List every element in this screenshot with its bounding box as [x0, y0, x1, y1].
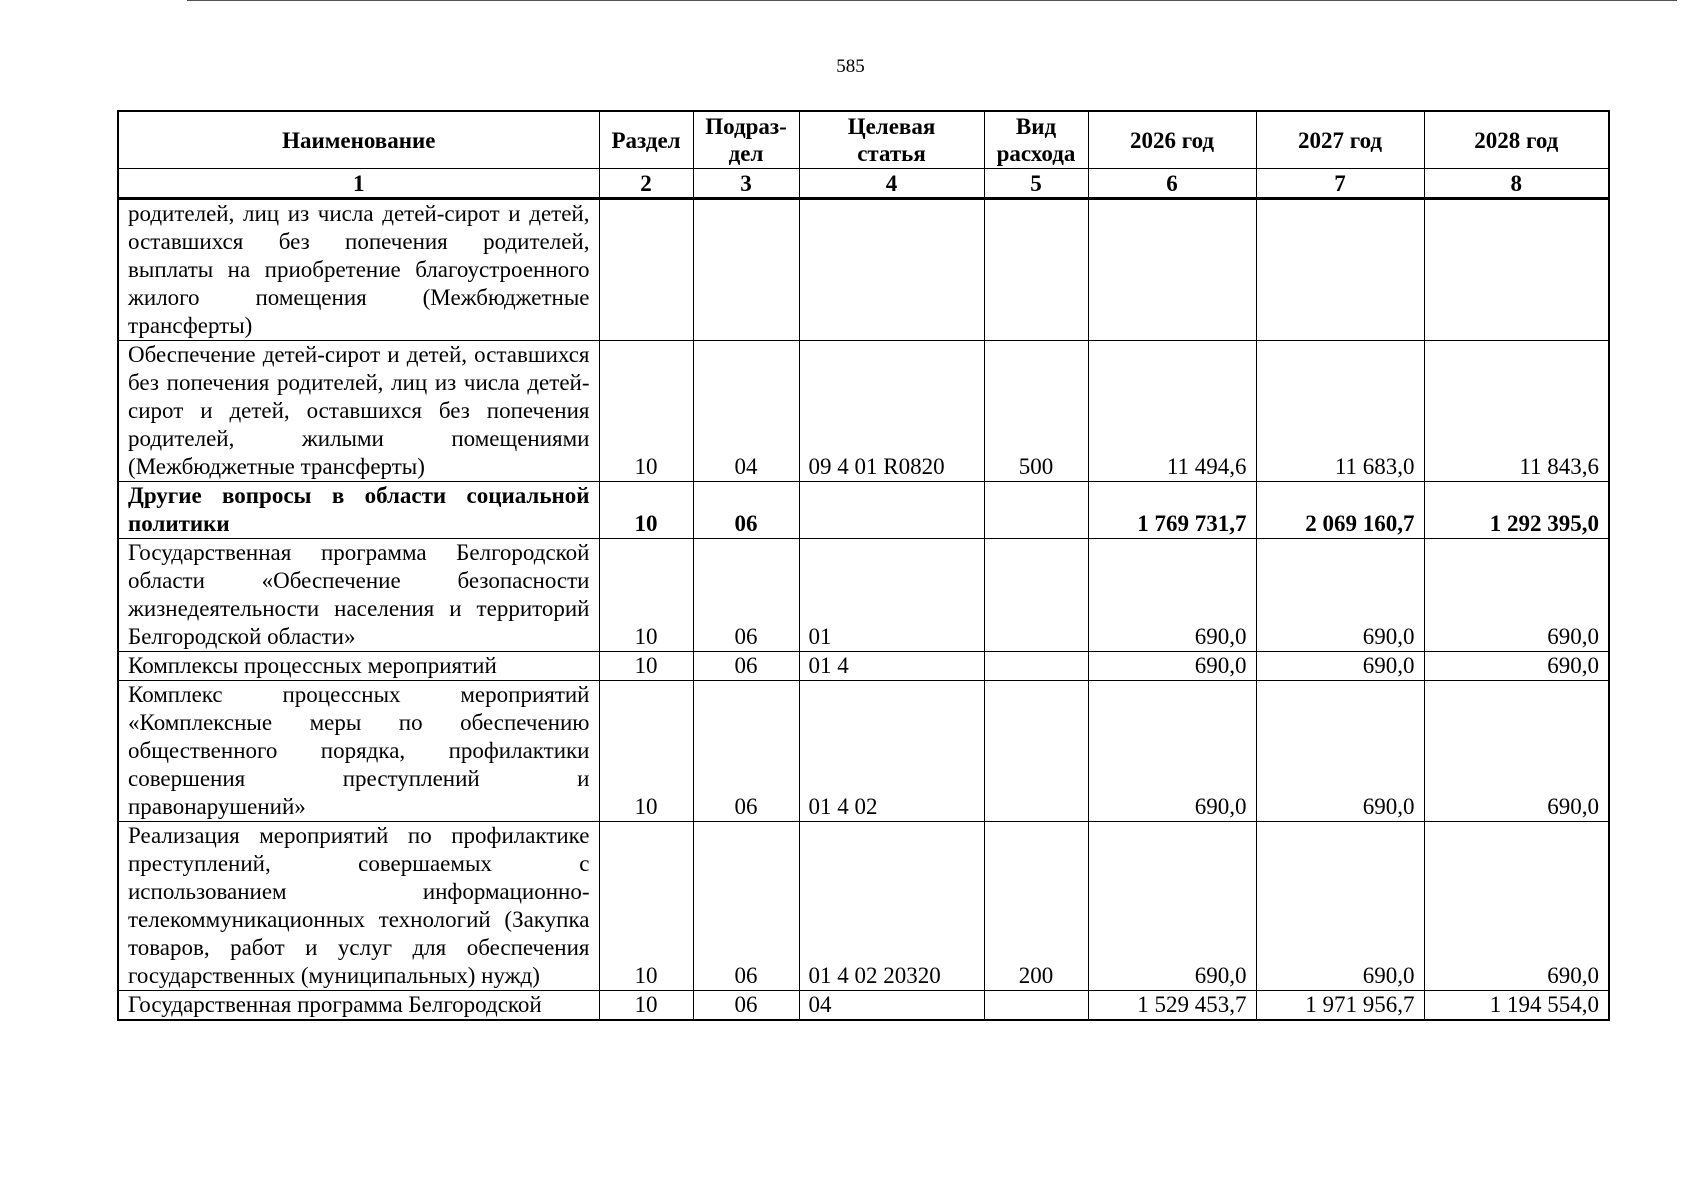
table-row: [118, 681, 1609, 822]
row-name: Государственная программа Белгородской: [118, 991, 599, 1021]
row-name: Обеспечение детей-сирот и детей, оставшихся без попечения родителей, лиц из числа детей-сирот и детей, оставшихся без попечения родителей, жилыми помещениями (Межбюджетные трансферты): [118, 341, 599, 482]
column-number: 4: [799, 169, 984, 199]
table-row: [118, 539, 1609, 652]
row-subsection: 06: [693, 822, 799, 991]
row-amount-2028: [1424, 199, 1609, 341]
row-section: 10: [599, 539, 693, 652]
row-amount-2026: 11 494,6: [1088, 341, 1256, 482]
row-subsection: 06: [693, 539, 799, 652]
row-subsection: 06: [693, 991, 799, 1021]
column-number: 7: [1256, 169, 1424, 199]
row-expense-type: [984, 681, 1088, 822]
row-amount-2028: 690,0: [1424, 681, 1609, 822]
row-name: родителей, лиц из числа детей-сирот и детей, оставшихся без попечения родителей, выплаты на приобретение благоустроенного жилого помещения (Межбюджетные трансферты): [118, 199, 599, 341]
header-target-article: Целевая статья: [799, 111, 984, 169]
row-amount-2027: 690,0: [1256, 652, 1424, 681]
header-2026: 2026 год: [1088, 111, 1256, 169]
row-subsection: 04: [693, 341, 799, 482]
row-section: 10: [599, 822, 693, 991]
page-number: 585: [836, 56, 865, 77]
row-amount-2027: 690,0: [1256, 539, 1424, 652]
header-subsection: Подраз- дел: [693, 111, 799, 169]
header-2028: 2028 год: [1424, 111, 1609, 169]
row-target-article: [799, 482, 984, 539]
row-target-article: 01 4 02 20320: [799, 822, 984, 991]
header-expense-type: Вид расхода: [984, 111, 1088, 169]
row-target-article: 01 4: [799, 652, 984, 681]
row-amount-2027: 690,0: [1256, 822, 1424, 991]
row-amount-2026: 690,0: [1088, 652, 1256, 681]
row-amount-2028: 690,0: [1424, 822, 1609, 991]
row-amount-2027: 2 069 160,7: [1256, 482, 1424, 539]
row-name: Комплексы процессных мероприятий: [118, 652, 599, 681]
column-number: 1: [118, 169, 599, 199]
row-expense-type: 500: [984, 341, 1088, 482]
row-section: [599, 199, 693, 341]
row-section: 10: [599, 991, 693, 1021]
row-amount-2028: 1 292 395,0: [1424, 482, 1609, 539]
top-rule: [187, 0, 1677, 1]
table-row: [118, 341, 1609, 482]
row-amount-2028: 690,0: [1424, 539, 1609, 652]
column-number: 8: [1424, 169, 1609, 199]
row-amount-2026: 690,0: [1088, 822, 1256, 991]
row-amount-2026: 690,0: [1088, 681, 1256, 822]
table-row: [118, 822, 1609, 991]
row-amount-2026: [1088, 199, 1256, 341]
row-target-article: 04: [799, 991, 984, 1021]
row-subsection: [693, 199, 799, 341]
row-subsection: 06: [693, 652, 799, 681]
row-amount-2027: 690,0: [1256, 681, 1424, 822]
row-name: Другие вопросы в области социальной политики: [118, 482, 599, 539]
budget-table: [117, 110, 1610, 1021]
header-name: Наименование: [118, 111, 599, 169]
row-expense-type: 200: [984, 822, 1088, 991]
row-name: Комплекс процессных мероприятий «Комплексные меры по обеспечению общественного порядка, профилактики совершения преступлений и правонарушений»: [118, 681, 599, 822]
row-section: 10: [599, 341, 693, 482]
row-amount-2026: 690,0: [1088, 539, 1256, 652]
row-amount-2026: 1 769 731,7: [1088, 482, 1256, 539]
row-target-article: 01 4 02: [799, 681, 984, 822]
column-number: 5: [984, 169, 1088, 199]
table-row: [118, 652, 1609, 681]
row-expense-type: [984, 539, 1088, 652]
column-number-row: [118, 169, 1609, 199]
row-amount-2028: 11 843,6: [1424, 341, 1609, 482]
table-row: [118, 991, 1609, 1021]
column-number: 3: [693, 169, 799, 199]
row-expense-type: [984, 482, 1088, 539]
row-target-article: [799, 199, 984, 341]
row-amount-2027: 1 971 956,7: [1256, 991, 1424, 1021]
row-expense-type: [984, 652, 1088, 681]
header-2027: 2027 год: [1256, 111, 1424, 169]
table-body: [118, 199, 1609, 1021]
row-name: Государственная программа Белгородской области «Обеспечение безопасности жизнедеятельности населения и территорий Белгородской области»: [118, 539, 599, 652]
row-amount-2028: 690,0: [1424, 652, 1609, 681]
row-target-article: 09 4 01 R0820: [799, 341, 984, 482]
row-amount-2028: 1 194 554,0: [1424, 991, 1609, 1021]
table-row: [118, 199, 1609, 341]
row-amount-2026: 1 529 453,7: [1088, 991, 1256, 1021]
row-name: Реализация мероприятий по профилактике преступлений, совершаемых с использованием информационно-телекоммуникационных технологий (Закупка товаров, работ и услуг для обеспечения государственных (муниципальных) нужд): [118, 822, 599, 991]
row-section: 10: [599, 681, 693, 822]
header-section: Раздел: [599, 111, 693, 169]
row-expense-type: [984, 991, 1088, 1021]
table-row: [118, 482, 1609, 539]
column-number: 6: [1088, 169, 1256, 199]
row-section: 10: [599, 482, 693, 539]
row-expense-type: [984, 199, 1088, 341]
row-amount-2027: 11 683,0: [1256, 341, 1424, 482]
row-subsection: 06: [693, 681, 799, 822]
row-target-article: 01: [799, 539, 984, 652]
row-subsection: 06: [693, 482, 799, 539]
row-amount-2027: [1256, 199, 1424, 341]
row-section: 10: [599, 652, 693, 681]
header-row: [118, 111, 1609, 169]
column-number: 2: [599, 169, 693, 199]
